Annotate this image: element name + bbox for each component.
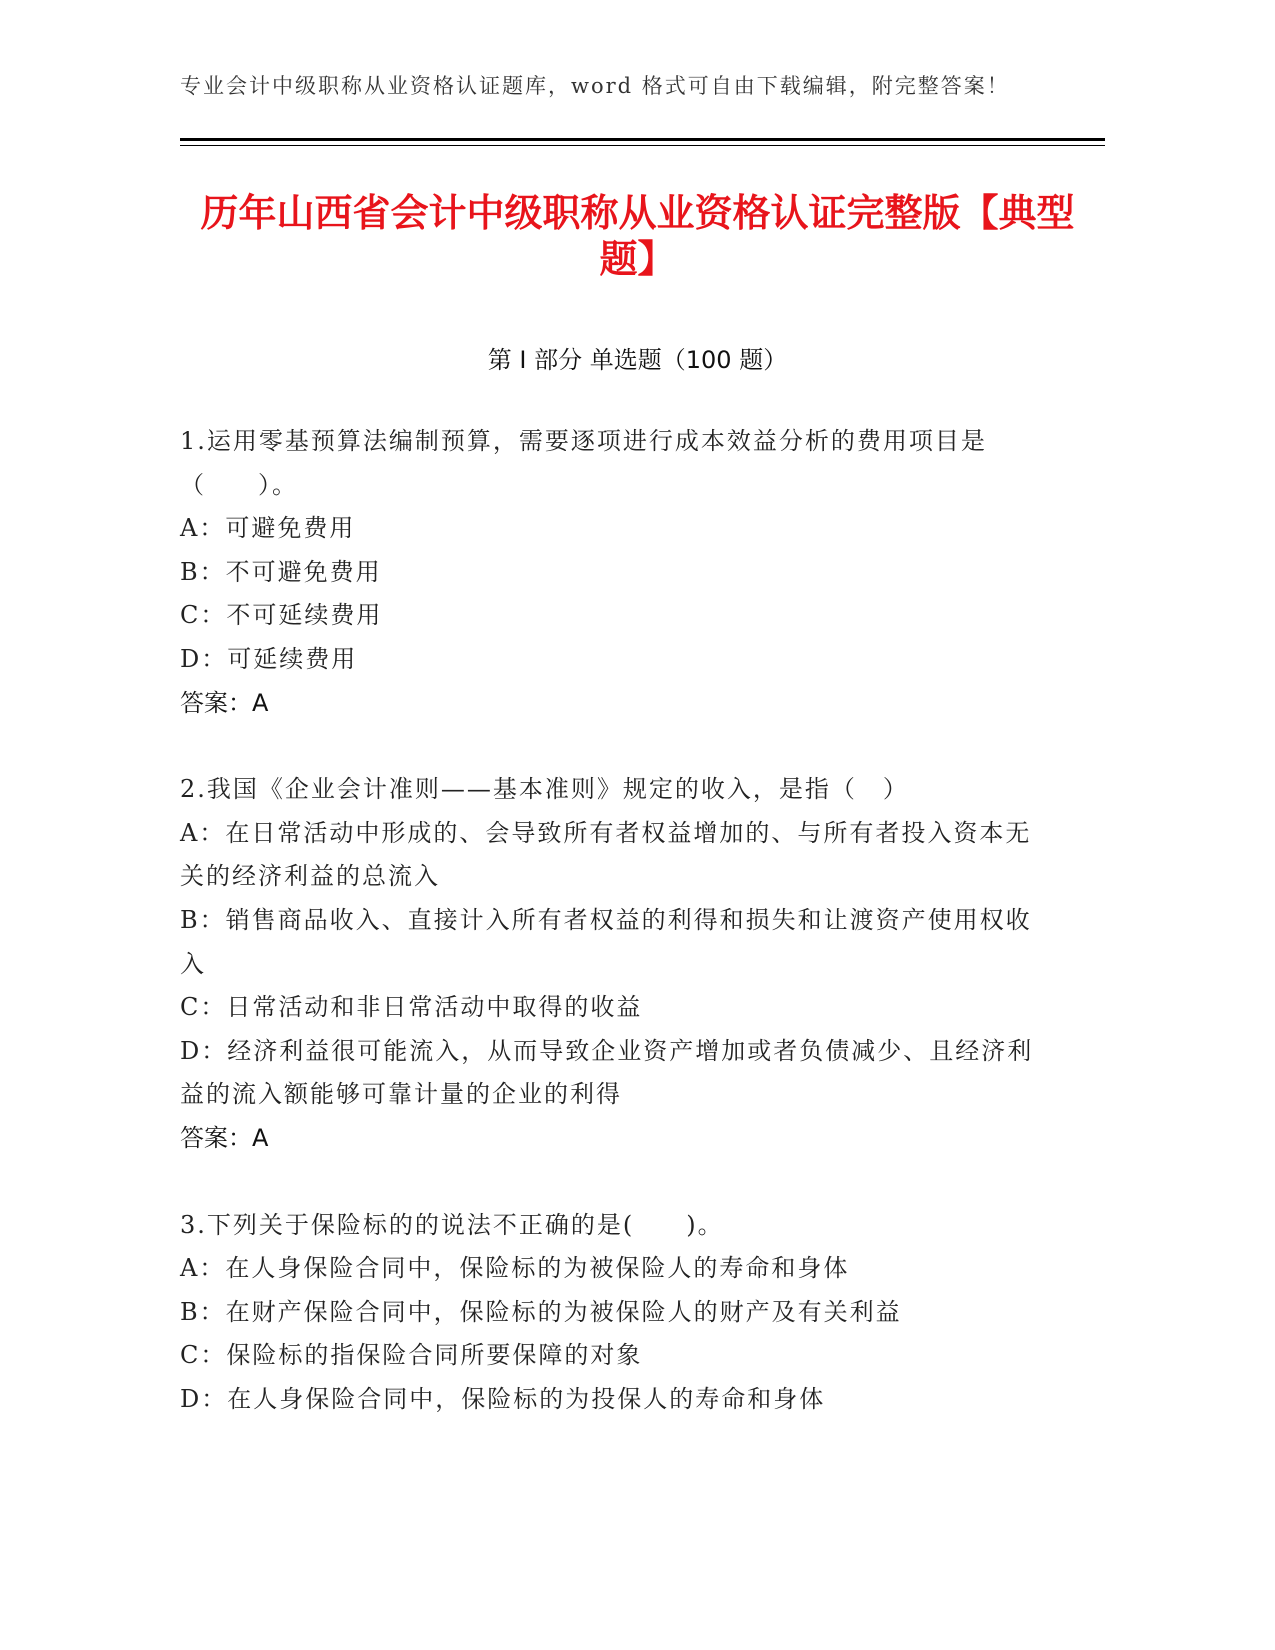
option-b: B：不可避免费用 [180,557,382,586]
answer: 答案：A [180,1123,269,1152]
header-rule-thin [180,145,1105,146]
section-title: 第 I 部分 单选题（100 题） [487,346,788,374]
question [180,1204,1040,1422]
question [180,420,1040,725]
question-stem: 2.我国《企业会计准则——基本准则》规定的收入，是指（ ） [180,775,909,804]
answer: 答案：A [180,688,269,717]
header-rule-thick [180,138,1105,141]
question-list [180,420,1040,1464]
option-b: B：销售商品收入、直接计入所有者权益的利得和损失和让渡资产使用权收入 [180,905,1032,978]
option-c: C：保险标的指保险合同所要保障的对象 [180,1341,643,1370]
question-stem: 1.运用零基预算法编制预算，需要逐项进行成本效益分析的费用项目是（ ）。 [180,427,987,499]
document-title: 历年山西省会计中级职称从业资格认证完整版【典型题】 [200,191,1075,281]
option-a: A：在人身保险合同中，保险标的为被保险人的寿命和身体 [180,1254,850,1283]
question-stem: 3.下列关于保险标的的说法不正确的是( )。 [180,1210,724,1239]
question [180,768,1040,1160]
option-d: D：可延续费用 [180,644,358,673]
option-b: B：在财产保险合同中，保险标的为被保险人的财产及有关利益 [180,1297,902,1326]
option-a: A：在日常活动中形成的、会导致所有者权益增加的、与所有者投入资本无关的经济利益的总流入 [180,818,1032,891]
header-note: 专业会计中级职称从业资格认证题库，word 格式可自由下载编辑，附完整答案！ [180,74,1010,98]
option-a: A：可避免费用 [180,514,356,543]
option-d: D：在人身保险合同中，保险标的为投保人的寿命和身体 [180,1384,826,1413]
option-d: D：经济利益很可能流入，从而导致企业资产增加或者负债减少、且经济利益的流入额能够可靠计量的企业的利得 [180,1036,1034,1109]
option-c: C：日常活动和非日常活动中取得的收益 [180,993,643,1022]
option-c: C：不可延续费用 [180,601,383,630]
